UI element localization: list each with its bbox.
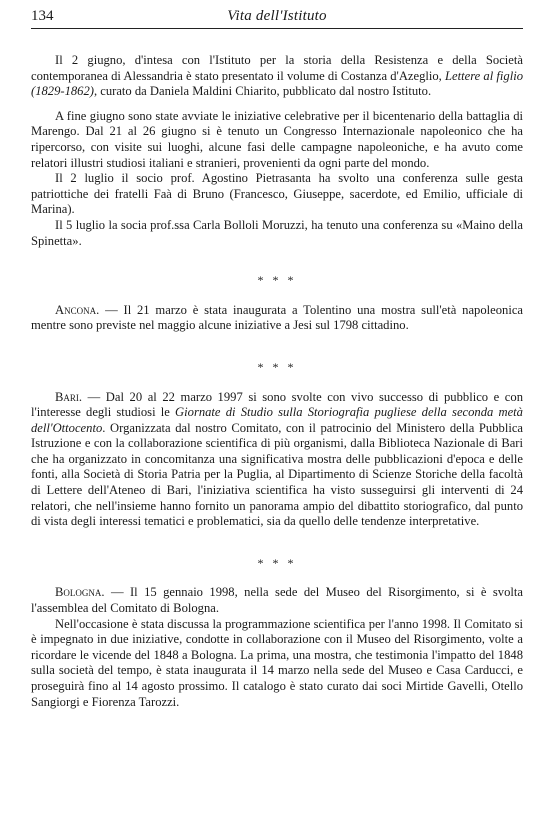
- section-bari: [31, 390, 523, 530]
- page-number: 134: [31, 8, 54, 24]
- section-alessandria: [31, 53, 523, 249]
- section-separator: * * *: [257, 555, 297, 570]
- book-title: Lettere al figlio (1829-1862): [31, 68, 524, 99]
- section-separator: * * *: [257, 273, 297, 288]
- section-heading: Ancona: [55, 302, 97, 317]
- paragraph: A fine giugno sono state avviate le iniziative celebrative per il bicentenario della battaglia di Marengo. Dal 21 al 26 giugno si è tenuto un Congresso Internazionale napoleonico che ha ripercorso, con visite sui luoghi, alcune fasi delle campagne napoleoniche, e ha avuto come relatori illustri studiosi italiani e stranieri, provenienti da ogni parte del mondo.: [31, 108, 523, 170]
- section-heading: Bari: [55, 389, 79, 404]
- paragraph: Bologna. — Il 15 gennaio 1998, nella sede del Museo del Risorgimento, si è svolta l'assemblea del Comitato di Bologna.: [31, 585, 523, 616]
- section-separator: * * *: [257, 359, 297, 374]
- paragraph: Il 5 luglio la socia prof.ssa Carla Bolloli Moruzzi, ha tenuto una conferenza su «Maino della Spinetta».: [31, 217, 523, 248]
- paragraph: Il 2 giugno, d'intesa con l'Istituto per la storia della Resistenza e della Società contemporanea di Alessandria è stato presentato il volume di Costanza d'Azeglio, Lettere al figlio (1829-1862), curato da Daniela Maldini Chiarito, pubblicato dal nostro Istituto.: [31, 53, 524, 99]
- section-bologna: [31, 585, 523, 710]
- paragraph: Bari. — Dal 20 al 22 marzo 1997 si sono svolte con vivo successo di pubblico e con l'interesse degli studiosi le Giornate di Studio sulla Storiografia pugliese della seconda metà dell'Ottocento. Organizzata dal nostro Comitato, con il patrocinio del Ministero della Pubblica Istruzione e con la collaborazione scientifica di più organismi, dalla Biblioteca Nazionale di Bari che ha organizzato in concomitanza una significativa mostra delle pubblicazioni d'epoca e delle fonti, alla Società di Storia Patria per la Puglia, al Dipartimento di Scienze Storiche della facoltà di Lettere dell'Ateneo di Bari, l'iniziativa scientifica ha visto susseguirsi gli interventi di 24 relatori, che nell'insieme hanno fornito un panorama ampio del dibattito storiografico, dal punto di vista degli interessi tematici e problematici, sia da quello delle tendenze interpretative.: [31, 389, 523, 529]
- paragraph: Il 2 luglio il socio prof. Agostino Pietrasanta ha svolto una conferenza sulle gesta patriottiche dei fratelli Faà di Bruno (Francesco, Giuseppe, sacerdote, ed Emilio, ufficiale di Marina).: [31, 171, 523, 217]
- document-page: [31, 8, 523, 710]
- section-heading: Bologna: [55, 585, 102, 600]
- paragraph: Nell'occasione è stata discussa la programmazione scientifica per l'anno 1998. Il Comitato si è impegnato in due iniziative, condotte in collaborazione con il Museo del Risorgimento, volte a ricordare le vicende del 1848 a Bologna. La prima, una mostra, che testimonia l'impatto del 1848 sulla società del tempo, è stata inaugurata il 14 marzo nella sede del Museo e Casa Carducci, e proseguirà fino al 14 agosto prossimo. Il catalogo è stato curato dai soci Mirtide Gavelli, Otello Sangiorgi e Fiorenza Tarozzi.: [31, 616, 523, 709]
- event-title: Giornate di Studio sulla Storiografia pugliese della seconda metà dell'Ottocento: [31, 405, 523, 435]
- running-title: Vita dell'Istituto: [227, 8, 327, 24]
- paragraph: Ancona. — Il 21 marzo è stata inaugurata a Tolentino una mostra sull'età napoleonica mentre sono previste nel maggio alcune iniziative a Jesi sul 1798 cittadino.: [31, 302, 523, 333]
- document-body: [31, 53, 523, 710]
- running-header: [31, 8, 523, 29]
- section-ancona: [31, 303, 523, 334]
